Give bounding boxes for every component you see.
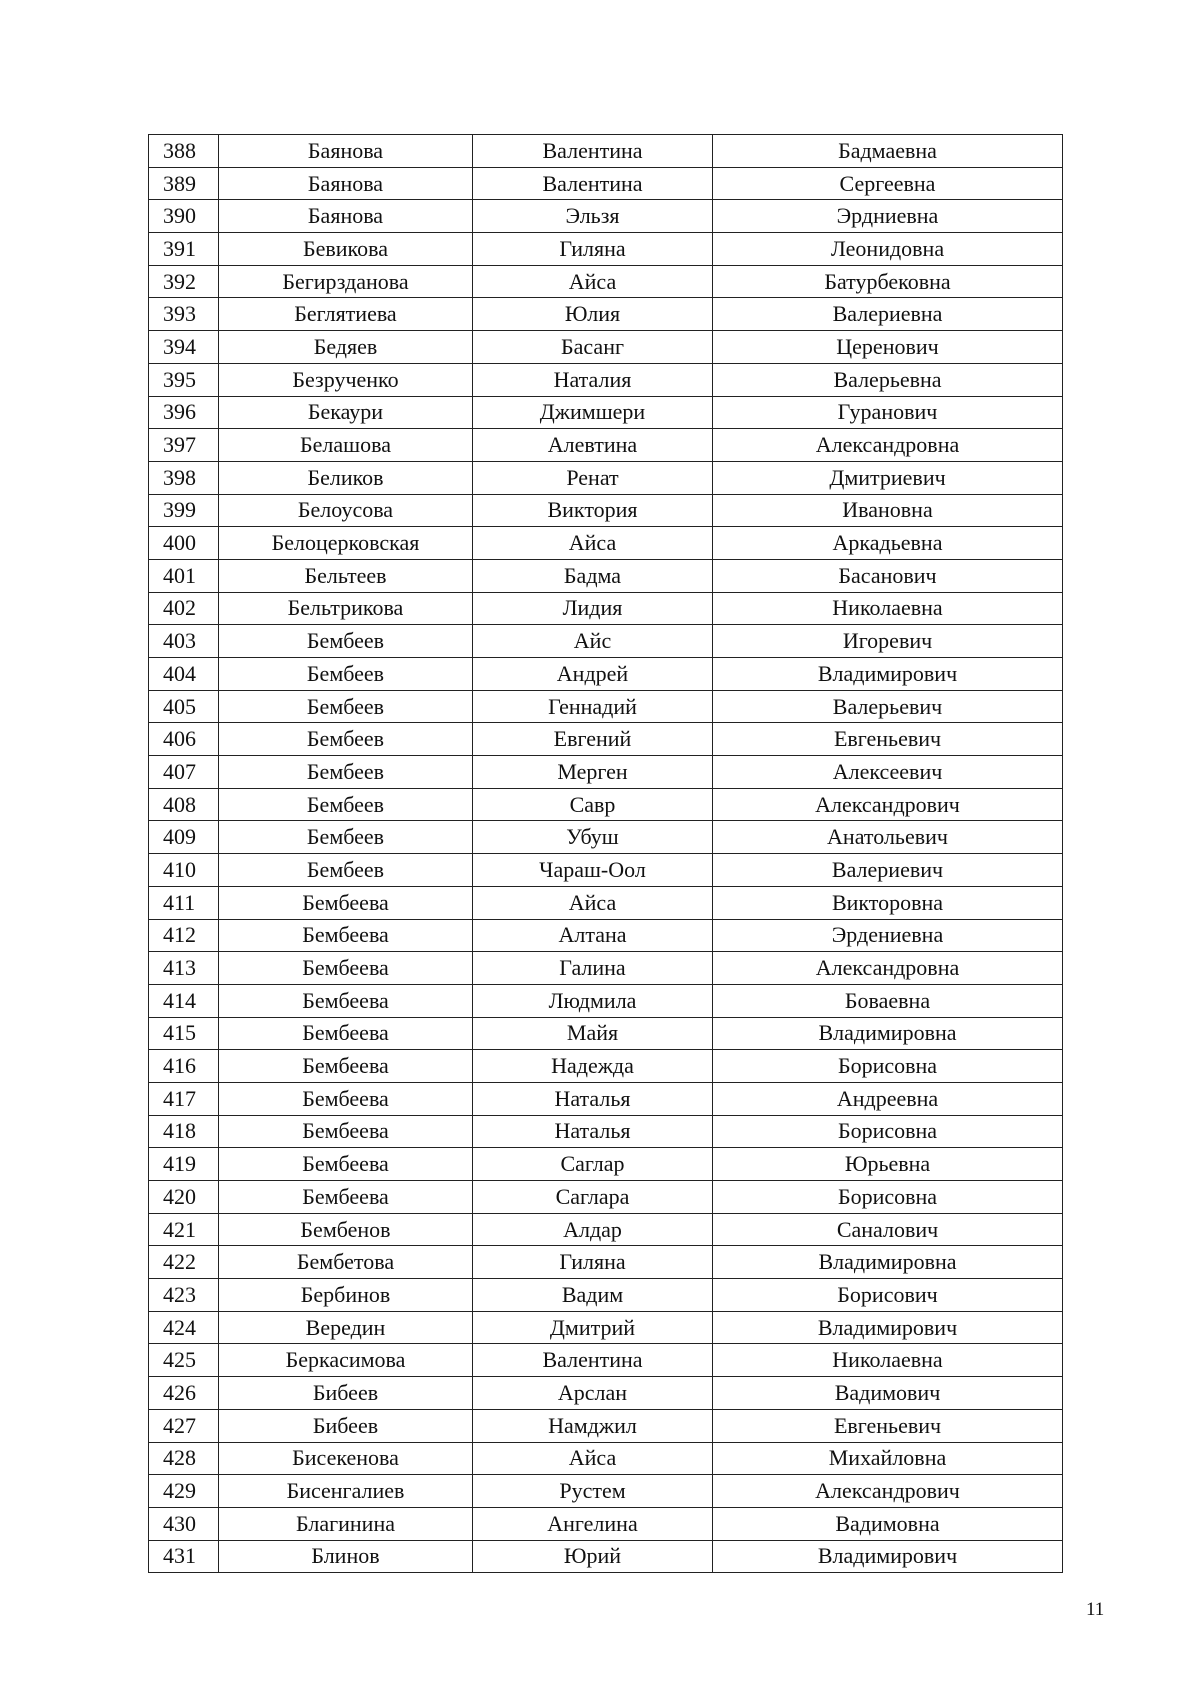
last-name-cell: Бембеев [219, 821, 473, 854]
row-number-cell: 419 [149, 1148, 219, 1181]
row-number-cell: 389 [149, 167, 219, 200]
patronymic-cell: Саналович [713, 1213, 1063, 1246]
first-name-cell: Савр [473, 788, 713, 821]
patronymic-cell: Владимирович [713, 1311, 1063, 1344]
patronymic-cell: Андреевна [713, 1082, 1063, 1115]
row-number-cell: 423 [149, 1279, 219, 1312]
table-row [149, 821, 1063, 854]
table-row [149, 1279, 1063, 1312]
first-name-cell: Галина [473, 952, 713, 985]
first-name-cell: Наталья [473, 1115, 713, 1148]
last-name-cell: Бельтрикова [219, 592, 473, 625]
table-row [149, 1082, 1063, 1115]
table-row [149, 559, 1063, 592]
row-number-cell: 430 [149, 1507, 219, 1540]
table-row [149, 1442, 1063, 1475]
last-name-cell: Бембеев [219, 854, 473, 887]
first-name-cell: Гиляна [473, 1246, 713, 1279]
row-number-cell: 431 [149, 1540, 219, 1573]
row-number-cell: 420 [149, 1181, 219, 1214]
patronymic-cell: Дмитриевич [713, 461, 1063, 494]
first-name-cell: Рустем [473, 1475, 713, 1508]
table-row [149, 527, 1063, 560]
first-name-cell: Дмитрий [473, 1311, 713, 1344]
row-number-cell: 421 [149, 1213, 219, 1246]
table-row [149, 625, 1063, 658]
last-name-cell: Бембеева [219, 952, 473, 985]
row-number-cell: 403 [149, 625, 219, 658]
last-name-cell: Бембеева [219, 919, 473, 952]
last-name-cell: Бельтеев [219, 559, 473, 592]
patronymic-cell: Бадмаевна [713, 135, 1063, 168]
table-row [149, 886, 1063, 919]
patronymic-cell: Борисович [713, 1279, 1063, 1312]
last-name-cell: Бембеева [219, 1017, 473, 1050]
row-number-cell: 395 [149, 363, 219, 396]
row-number-cell: 404 [149, 658, 219, 691]
patronymic-cell: Валерьевич [713, 690, 1063, 723]
patronymic-cell: Анатольевич [713, 821, 1063, 854]
last-name-cell: Бембеева [219, 1115, 473, 1148]
first-name-cell: Ангелина [473, 1507, 713, 1540]
row-number-cell: 390 [149, 200, 219, 233]
row-number-cell: 411 [149, 886, 219, 919]
row-number-cell: 416 [149, 1050, 219, 1083]
first-name-cell: Джимшери [473, 396, 713, 429]
patronymic-cell: Евгеньевич [713, 1409, 1063, 1442]
table-row [149, 919, 1063, 952]
first-name-cell: Наталия [473, 363, 713, 396]
patronymic-cell: Борисовна [713, 1050, 1063, 1083]
last-name-cell: Бембеев [219, 690, 473, 723]
table-row [149, 1409, 1063, 1442]
table-row [149, 1050, 1063, 1083]
last-name-cell: Бембеев [219, 756, 473, 789]
table-row [149, 756, 1063, 789]
last-name-cell: Баянова [219, 135, 473, 168]
table-row [149, 854, 1063, 887]
first-name-cell: Валентина [473, 1344, 713, 1377]
patronymic-cell: Церенович [713, 331, 1063, 364]
first-name-cell: Валентина [473, 135, 713, 168]
patronymic-cell: Михайловна [713, 1442, 1063, 1475]
last-name-cell: Бембенов [219, 1213, 473, 1246]
row-number-cell: 392 [149, 265, 219, 298]
first-name-cell: Виктория [473, 494, 713, 527]
patronymic-cell: Эрдниевна [713, 200, 1063, 233]
table-row [149, 233, 1063, 266]
row-number-cell: 414 [149, 984, 219, 1017]
last-name-cell: Бембеев [219, 658, 473, 691]
last-name-cell: Баянова [219, 167, 473, 200]
last-name-cell: Бедяев [219, 331, 473, 364]
table-row [149, 592, 1063, 625]
row-number-cell: 405 [149, 690, 219, 723]
row-number-cell: 393 [149, 298, 219, 331]
first-name-cell: Убуш [473, 821, 713, 854]
first-name-cell: Геннадий [473, 690, 713, 723]
last-name-cell: Беглятиева [219, 298, 473, 331]
patronymic-cell: Викторовна [713, 886, 1063, 919]
table-row [149, 494, 1063, 527]
table-row [149, 1017, 1063, 1050]
row-number-cell: 412 [149, 919, 219, 952]
first-name-cell: Майя [473, 1017, 713, 1050]
first-name-cell: Саглара [473, 1181, 713, 1214]
row-number-cell: 407 [149, 756, 219, 789]
last-name-cell: Белашова [219, 429, 473, 462]
last-name-cell: Беркасимова [219, 1344, 473, 1377]
last-name-cell: Бибеев [219, 1377, 473, 1410]
first-name-cell: Евгений [473, 723, 713, 756]
patronymic-cell: Аркадьевна [713, 527, 1063, 560]
row-number-cell: 398 [149, 461, 219, 494]
row-number-cell: 425 [149, 1344, 219, 1377]
last-name-cell: Бембеева [219, 1148, 473, 1181]
row-number-cell: 417 [149, 1082, 219, 1115]
row-number-cell: 388 [149, 135, 219, 168]
patronymic-cell: Алексеевич [713, 756, 1063, 789]
last-name-cell: Белоцерковская [219, 527, 473, 560]
patronymic-cell: Евгеньевич [713, 723, 1063, 756]
patronymic-cell: Владимирович [713, 1540, 1063, 1573]
row-number-cell: 409 [149, 821, 219, 854]
first-name-cell: Надежда [473, 1050, 713, 1083]
row-number-cell: 408 [149, 788, 219, 821]
first-name-cell: Вадим [473, 1279, 713, 1312]
patronymic-cell: Александрович [713, 1475, 1063, 1508]
last-name-cell: Бембеев [219, 788, 473, 821]
table-row [149, 429, 1063, 462]
last-name-cell: Бевикова [219, 233, 473, 266]
table-row [149, 952, 1063, 985]
page-number: 11 [1086, 1599, 1105, 1620]
first-name-cell: Лидия [473, 592, 713, 625]
last-name-cell: Белоусова [219, 494, 473, 527]
patronymic-cell: Александровна [713, 429, 1063, 462]
patronymic-cell: Владимирович [713, 658, 1063, 691]
row-number-cell: 427 [149, 1409, 219, 1442]
first-name-cell: Айса [473, 527, 713, 560]
row-number-cell: 394 [149, 331, 219, 364]
row-number-cell: 424 [149, 1311, 219, 1344]
patronymic-cell: Валериевна [713, 298, 1063, 331]
first-name-cell: Бадма [473, 559, 713, 592]
table-row [149, 690, 1063, 723]
first-name-cell: Айс [473, 625, 713, 658]
last-name-cell: Бембеев [219, 723, 473, 756]
first-name-cell: Арслан [473, 1377, 713, 1410]
first-name-cell: Мерген [473, 756, 713, 789]
names-table-body [149, 135, 1063, 1573]
first-name-cell: Алдар [473, 1213, 713, 1246]
first-name-cell: Эльзя [473, 200, 713, 233]
patronymic-cell: Николаевна [713, 1344, 1063, 1377]
first-name-cell: Чараш-Оол [473, 854, 713, 887]
first-name-cell: Айса [473, 265, 713, 298]
patronymic-cell: Владимировна [713, 1017, 1063, 1050]
table-row [149, 788, 1063, 821]
first-name-cell: Андрей [473, 658, 713, 691]
row-number-cell: 426 [149, 1377, 219, 1410]
last-name-cell: Баянова [219, 200, 473, 233]
table-row [149, 1246, 1063, 1279]
table-row [149, 167, 1063, 200]
row-number-cell: 399 [149, 494, 219, 527]
last-name-cell: Бербинов [219, 1279, 473, 1312]
patronymic-cell: Гуранович [713, 396, 1063, 429]
first-name-cell: Юрий [473, 1540, 713, 1573]
patronymic-cell: Басанович [713, 559, 1063, 592]
first-name-cell: Алтана [473, 919, 713, 952]
patronymic-cell: Ивановна [713, 494, 1063, 527]
last-name-cell: Бембеев [219, 625, 473, 658]
last-name-cell: Блинов [219, 1540, 473, 1573]
table-row [149, 265, 1063, 298]
last-name-cell: Бекаури [219, 396, 473, 429]
patronymic-cell: Юрьевна [713, 1148, 1063, 1181]
patronymic-cell: Эрдениевна [713, 919, 1063, 952]
table-row [149, 200, 1063, 233]
patronymic-cell: Вадимовна [713, 1507, 1063, 1540]
table-row [149, 1507, 1063, 1540]
patronymic-cell: Борисовна [713, 1181, 1063, 1214]
row-number-cell: 413 [149, 952, 219, 985]
row-number-cell: 397 [149, 429, 219, 462]
table-row [149, 331, 1063, 364]
table-row [149, 723, 1063, 756]
table-row [149, 1148, 1063, 1181]
last-name-cell: Бембеева [219, 984, 473, 1017]
last-name-cell: Beредин [219, 1311, 473, 1344]
table-row [149, 1540, 1063, 1573]
last-name-cell: Бибеев [219, 1409, 473, 1442]
names-table [148, 134, 1063, 1573]
first-name-cell: Айса [473, 1442, 713, 1475]
first-name-cell: Людмила [473, 984, 713, 1017]
patronymic-cell: Леонидовна [713, 233, 1063, 266]
last-name-cell: Бисенгалиев [219, 1475, 473, 1508]
row-number-cell: 391 [149, 233, 219, 266]
last-name-cell: Беликов [219, 461, 473, 494]
last-name-cell: Бембеева [219, 886, 473, 919]
row-number-cell: 422 [149, 1246, 219, 1279]
first-name-cell: Наталья [473, 1082, 713, 1115]
table-row [149, 396, 1063, 429]
table-row [149, 984, 1063, 1017]
table-row [149, 1311, 1063, 1344]
row-number-cell: 415 [149, 1017, 219, 1050]
row-number-cell: 418 [149, 1115, 219, 1148]
table-row [149, 363, 1063, 396]
table-row [149, 1344, 1063, 1377]
patronymic-cell: Сергеевна [713, 167, 1063, 200]
table-row [149, 461, 1063, 494]
first-name-cell: Айса [473, 886, 713, 919]
patronymic-cell: Валерьевна [713, 363, 1063, 396]
table-row [149, 135, 1063, 168]
row-number-cell: 402 [149, 592, 219, 625]
patronymic-cell: Борисовна [713, 1115, 1063, 1148]
last-name-cell: Бембеева [219, 1181, 473, 1214]
table-row [149, 658, 1063, 691]
patronymic-cell: Игоревич [713, 625, 1063, 658]
patronymic-cell: Валериевич [713, 854, 1063, 887]
last-name-cell: Бисекенова [219, 1442, 473, 1475]
first-name-cell: Валентина [473, 167, 713, 200]
row-number-cell: 429 [149, 1475, 219, 1508]
last-name-cell: Безрученко [219, 363, 473, 396]
first-name-cell: Намджил [473, 1409, 713, 1442]
patronymic-cell: Николаевна [713, 592, 1063, 625]
row-number-cell: 401 [149, 559, 219, 592]
last-name-cell: Бембетова [219, 1246, 473, 1279]
first-name-cell: Басанг [473, 331, 713, 364]
table-row [149, 1181, 1063, 1214]
last-name-cell: Бегирзданова [219, 265, 473, 298]
table-row [149, 298, 1063, 331]
table-row [149, 1213, 1063, 1246]
first-name-cell: Саглар [473, 1148, 713, 1181]
row-number-cell: 396 [149, 396, 219, 429]
row-number-cell: 428 [149, 1442, 219, 1475]
first-name-cell: Алевтина [473, 429, 713, 462]
first-name-cell: Гиляна [473, 233, 713, 266]
last-name-cell: Бембеева [219, 1050, 473, 1083]
last-name-cell: Бембеева [219, 1082, 473, 1115]
row-number-cell: 400 [149, 527, 219, 560]
last-name-cell: Благинина [219, 1507, 473, 1540]
table-row [149, 1377, 1063, 1410]
patronymic-cell: Владимировна [713, 1246, 1063, 1279]
patronymic-cell: Батурбековна [713, 265, 1063, 298]
patronymic-cell: Александровна [713, 952, 1063, 985]
row-number-cell: 410 [149, 854, 219, 887]
table-row [149, 1475, 1063, 1508]
first-name-cell: Юлия [473, 298, 713, 331]
patronymic-cell: Боваевна [713, 984, 1063, 1017]
patronymic-cell: Александрович [713, 788, 1063, 821]
patronymic-cell: Вадимович [713, 1377, 1063, 1410]
table-row [149, 1115, 1063, 1148]
row-number-cell: 406 [149, 723, 219, 756]
first-name-cell: Ренат [473, 461, 713, 494]
